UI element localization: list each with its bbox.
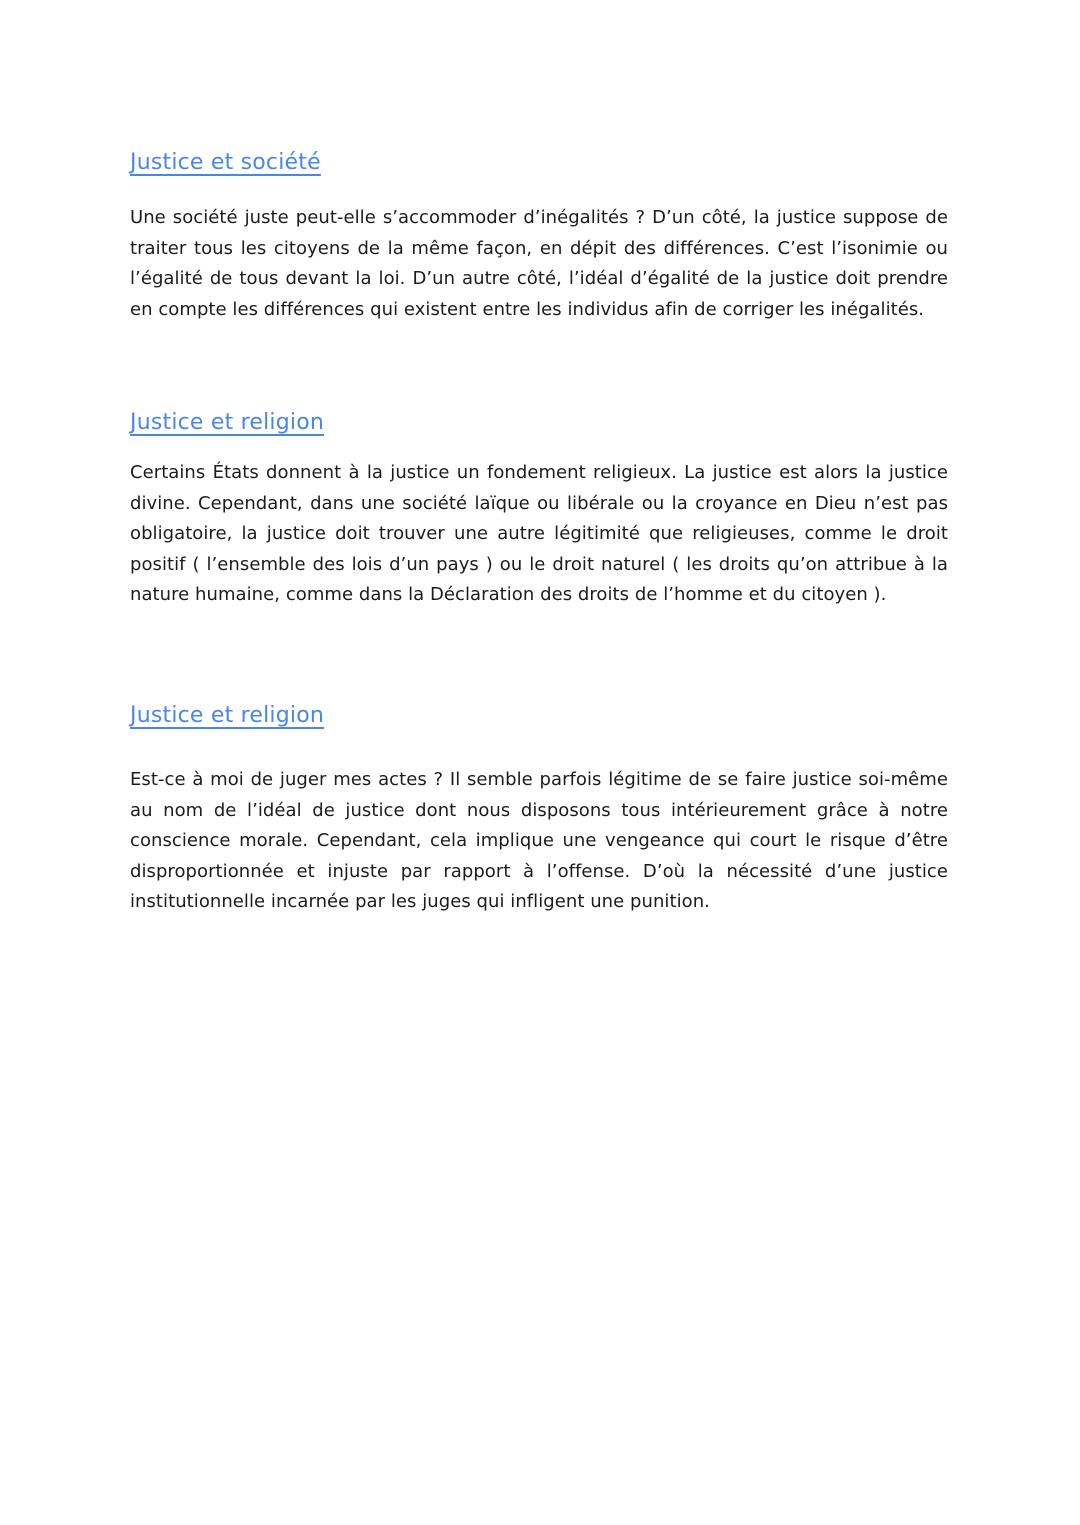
section-heading: Justice et religion bbox=[130, 410, 325, 435]
section-justice-religion-2 bbox=[130, 701, 948, 912]
section-justice-societe bbox=[130, 148, 948, 320]
section-paragraph: Certains États donnent à la justice un fondement religieux. La justice est alors la justice divine. Cependant, dans une société laïque ou libérale ou la croyance en Dieu n’est pas obligatoire, la justice doit trouver une autre légitimité que religieuses, comme le droit positif ( l’ensemble des lois d’un pays ) ou le droit naturel ( les droits qu’on attribue à la nature humaine, comme dans la Déclaration des droits de l’homme et du citoyen ). bbox=[130, 462, 948, 605]
section-paragraph: Une société juste peut-elle s’accommoder d’inégalités ? D’un côté, la justice suppose de traiter tous les citoyens de la même façon, en dépit des différences. C’est l’isonimie ou l’égalité de tous devant la loi. D’un autre côté, l’idéal d’égalité de la justice doit prendre en compte les différences qui existent entre les individus afin de corriger les inégalités. bbox=[130, 207, 948, 320]
section-paragraph: Est-ce à moi de juger mes actes ? Il semble parfois légitime de se faire justice soi-même au nom de l’idéal de justice dont nous disposons tous intérieurement grâce à notre conscience morale. Cependant, cela implique une vengeance qui court le risque d’être disproportionnée et injuste par rapport à l’offense. D’où la nécessité d’une justice institutionnelle incarnée par les juges qui infligent une punition. bbox=[130, 769, 948, 912]
section-justice-religion bbox=[130, 408, 948, 605]
section-heading: Justice et religion bbox=[130, 703, 325, 728]
section-heading: Justice et société bbox=[130, 150, 321, 175]
